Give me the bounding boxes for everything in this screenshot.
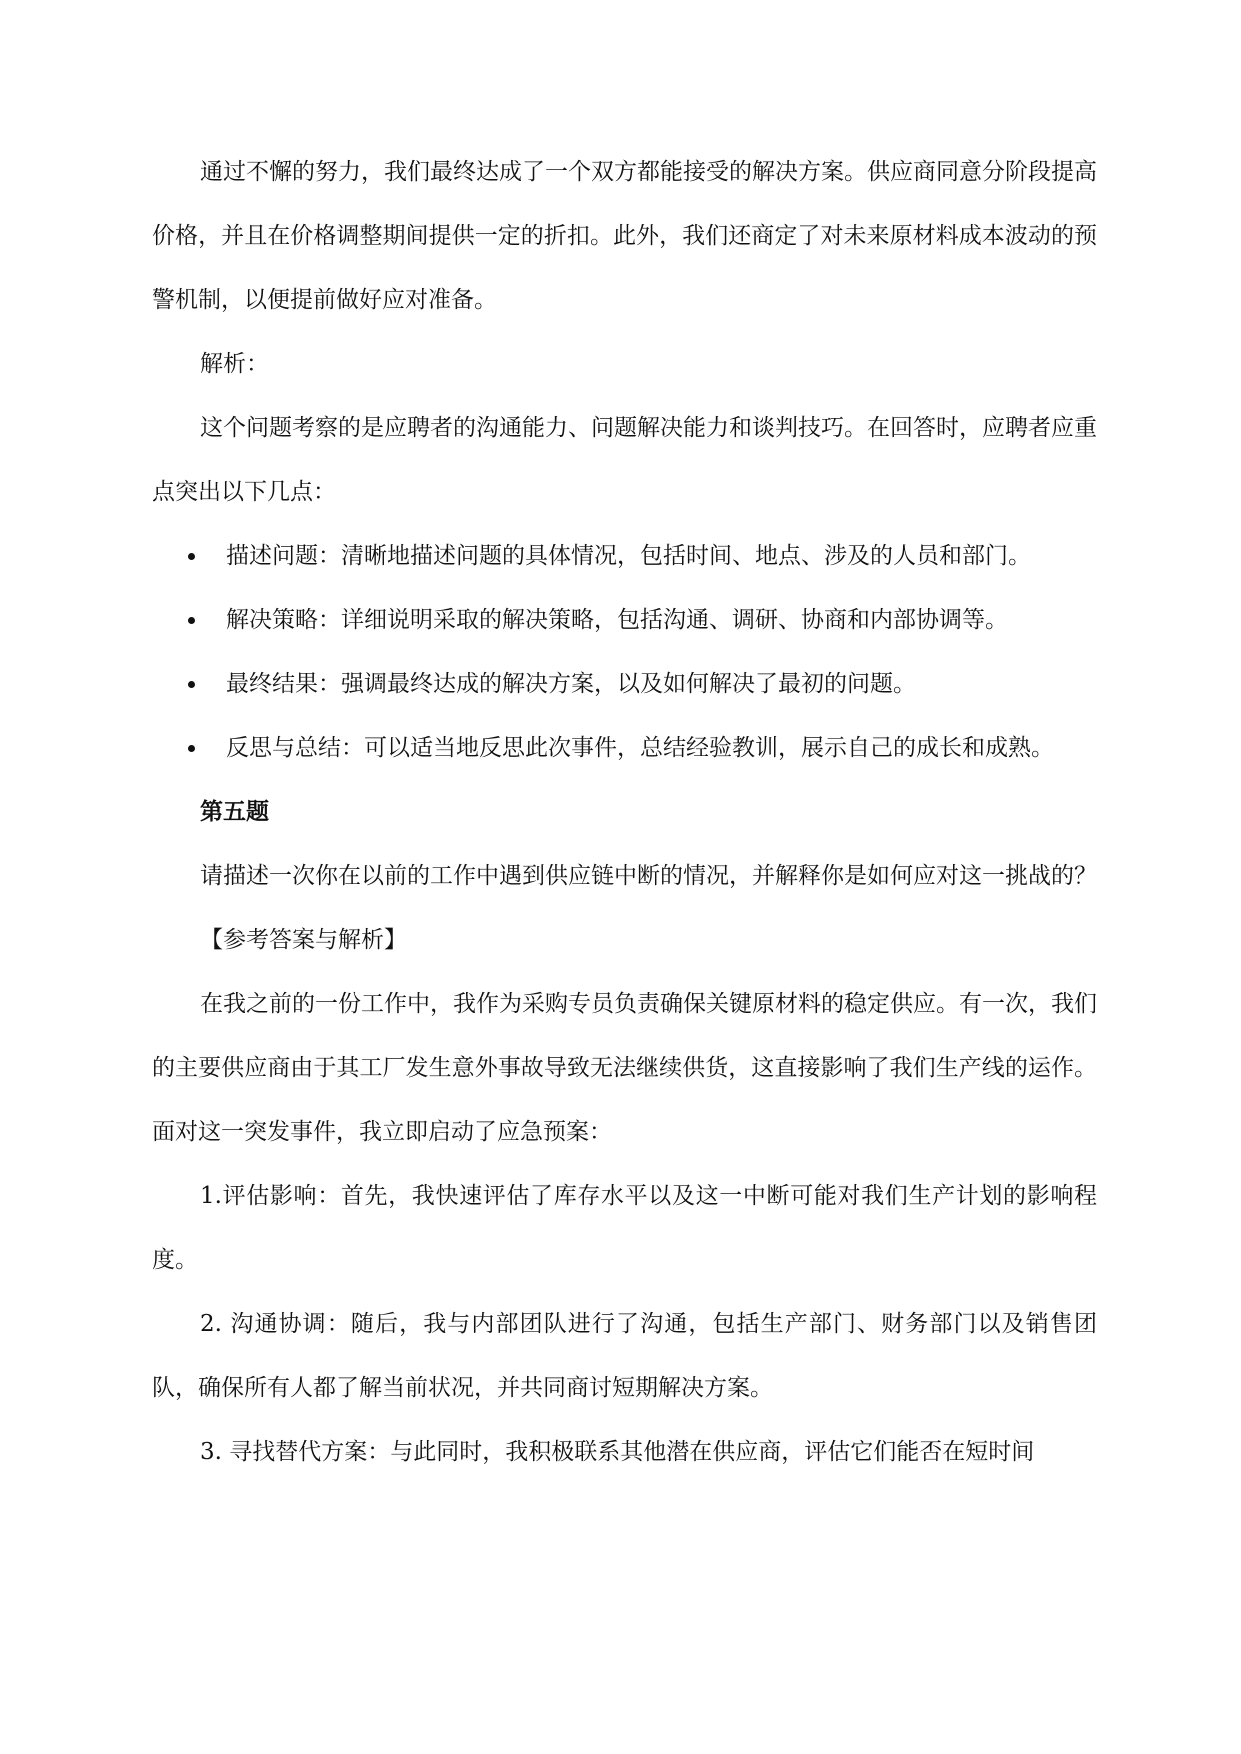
list-item: [152, 588, 1097, 652]
step-paragraph: 3. 寻找替代方案：与此同时，我积极联系其他潜在供应商，评估它们能否在短时间: [200, 1439, 1035, 1465]
document-page: [152, 140, 1097, 1484]
bullet-icon: [188, 745, 195, 752]
list-item-text: 最终结果：强调最终达成的解决方案，以及如何解决了最初的问题。: [226, 671, 916, 697]
answer-label: 【参考答案与解析】: [200, 927, 407, 953]
bullet-icon: [188, 553, 195, 560]
key-points-list: [152, 524, 1097, 780]
list-item-text: 描述问题：清晰地描述问题的具体情况，包括时间、地点、涉及的人员和部门。: [226, 543, 1031, 569]
bullet-icon: [188, 617, 195, 624]
analysis-label: 解析：: [200, 351, 269, 377]
list-item-text: 反思与总结：可以适当地反思此次事件，总结经验教训，展示自己的成长和成熟。: [226, 735, 1054, 761]
question-text: 请描述一次你在以前的工作中遇到供应链中断的情况，并解释你是如何应对这一挑战的？: [200, 863, 1097, 889]
step-paragraph: 2. 沟通协调：随后，我与内部团队进行了沟通，包括生产部门、财务部门以及销售团队，确保所有人都了解当前状况，并共同商讨短期解决方案。: [152, 1311, 1097, 1401]
paragraph-analysis: 这个问题考察的是应聘者的沟通能力、问题解决能力和谈判技巧。在回答时，应聘者应重点突出以下几点：: [152, 415, 1097, 505]
section-heading: 第五题: [200, 799, 269, 825]
paragraph-resolution: 通过不懈的努力，我们最终达成了一个双方都能接受的解决方案。供应商同意分阶段提高价格，并且在价格调整期间提供一定的折扣。此外，我们还商定了对未来原材料成本波动的预警机制，以便提前做好应对准备。: [152, 159, 1097, 313]
list-item-text: 解决策略：详细说明采取的解决策略，包括沟通、调研、协商和内部协调等。: [226, 607, 1008, 633]
answer-intro: 在我之前的一份工作中，我作为采购专员负责确保关键原材料的稳定供应。有一次，我们的主要供应商由于其工厂发生意外事故导致无法继续供货，这直接影响了我们生产线的运作。面对这一突发事件，我立即启动了应急预案：: [152, 991, 1097, 1145]
list-item: [152, 716, 1097, 780]
list-item: [152, 652, 1097, 716]
list-item: [152, 524, 1097, 588]
step-paragraph: 1.评估影响：首先，我快速评估了库存水平以及这一中断可能对我们生产计划的影响程度。: [152, 1183, 1097, 1273]
bullet-icon: [188, 681, 195, 688]
